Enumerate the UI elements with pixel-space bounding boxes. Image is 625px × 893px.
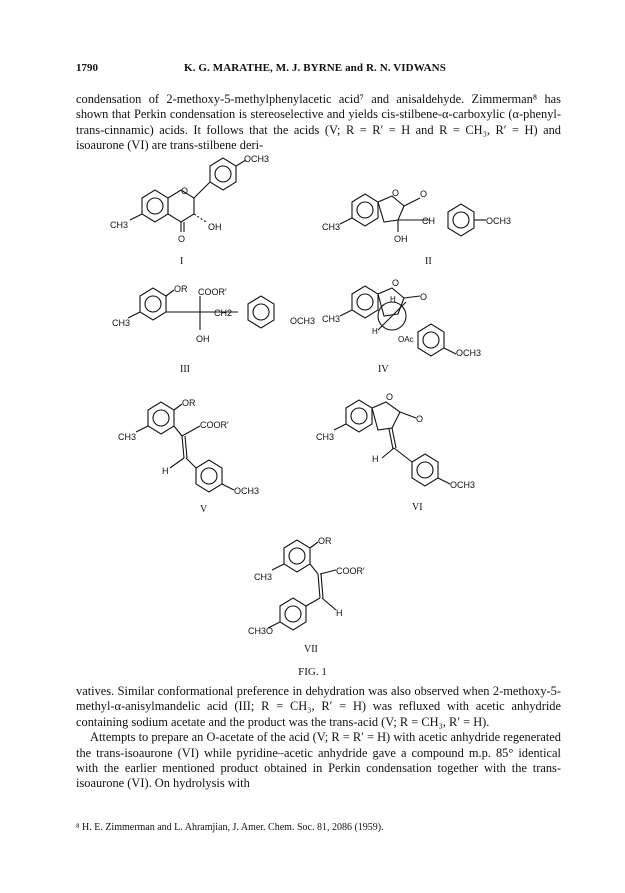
substituent-label: OCH3 (244, 154, 270, 164)
structure-ii (322, 188, 511, 267)
structure-vii (248, 536, 365, 655)
structure-i (110, 154, 269, 267)
substituent-label: CH3 (322, 314, 341, 324)
substituent-label: O (178, 234, 186, 244)
running-authors: K. G. MARATHE, M. J. BYRNE and R. N. VIDWANS (184, 62, 446, 74)
structure-vi (316, 392, 475, 513)
footnote: ⁸ H. E. Zimmerman and L. Ahramjian, J. Amer. Chem. Soc. 81, 2086 (1959). (76, 822, 384, 833)
substituent-label: O (416, 414, 424, 424)
substituent-label: OR (182, 398, 196, 408)
substituent-label: CH3 (254, 572, 273, 582)
substituent-label: OCH3 (290, 316, 316, 326)
substituent-label: OH (196, 334, 210, 344)
substituent-label: CH3 (316, 432, 335, 442)
substituent-label: O (420, 189, 428, 199)
structure-label-i: I (180, 256, 184, 267)
substituent-label: H (162, 466, 169, 476)
substituent-label: OCH3 (450, 480, 476, 490)
structure-iii (112, 284, 315, 375)
substituent-label: H (372, 327, 378, 336)
substituent-label: O (181, 186, 189, 196)
substituent-label: COOR′ (200, 420, 229, 430)
paragraph-bottom-2: Attempts to prepare an O-acetate of the acid (V; R = R′ = H) with acetic anhydride regenerated the trans-isoaurone (VI) while pyridine–acetic anhydride gave a compound m.p. 85° identical with the earlier mentioned product obtained in Perkin condensation together with the trans-isoaurone (VI). On hydrolysis with (76, 730, 561, 791)
substituent-label: O (386, 392, 394, 402)
substituent-label: H (372, 454, 379, 464)
paragraph-bottom-1: vatives. Similar conformational preference in dehydration was also observed when 2-methoxy-5-methyl-α-anisylmandelic acid (III; R = CH₃, R′ = H) was refluxed with acetic anhydride containing sodium acetate and the product was the trans-acid (V; R = CH₃, R′ = H). (76, 684, 561, 729)
substituent-label: CH3O (248, 626, 274, 636)
substituent-label: OH (208, 222, 222, 232)
substituent-label: COOR′ (336, 566, 365, 576)
page-number: 1790 (76, 62, 98, 74)
structure-label-vi: VI (412, 502, 423, 513)
structure-label-iii: III (180, 364, 190, 375)
structure-iv (322, 278, 481, 375)
structure-v (118, 398, 259, 515)
substituent-label: CH3 (322, 222, 341, 232)
substituent-label: CH3 (112, 318, 131, 328)
substituent-label: COOR′ (198, 287, 227, 297)
figure-caption: FIG. 1 (298, 666, 327, 678)
substituent-label: H (390, 295, 396, 304)
structure-label-ii: II (425, 256, 432, 267)
structure-label-v: V (200, 504, 208, 515)
structure-label-iv: IV (378, 364, 389, 375)
substituent-label: CH2 (214, 308, 233, 318)
paragraph-top: condensation of 2-methoxy-5-methylphenylacetic acid⁷ and anisaldehyde. Zimmerman⁸ has shown that Perkin condensation is stereoselective and yields cis-stilbene-α-carboxylic (α-phenyl-trans-cinnamic) acids. It follows that the acids (V; R = R′ = H and R = CH₃, R′ = H) and isoaurone (VI) are trans-stilbene deri- (76, 92, 561, 153)
substituent-label: OAc (398, 335, 414, 344)
substituent-label: CH (422, 216, 435, 226)
substituent-label: OH (394, 234, 408, 244)
substituent-label: O (420, 292, 428, 302)
structure-label-vii: VII (304, 644, 318, 655)
substituent-label: CH3 (110, 220, 129, 230)
substituent-label: OR (318, 536, 332, 546)
substituent-label: OCH3 (234, 486, 260, 496)
substituent-label: OR (174, 284, 188, 294)
substituent-label: OCH3 (486, 216, 512, 226)
substituent-label: O (392, 278, 400, 288)
substituent-label: OCH3 (456, 348, 482, 358)
substituent-label: H (336, 608, 343, 618)
paragraph-bottom (76, 684, 561, 792)
substituent-label: CH3 (118, 432, 137, 442)
substituent-label: O (392, 188, 400, 198)
